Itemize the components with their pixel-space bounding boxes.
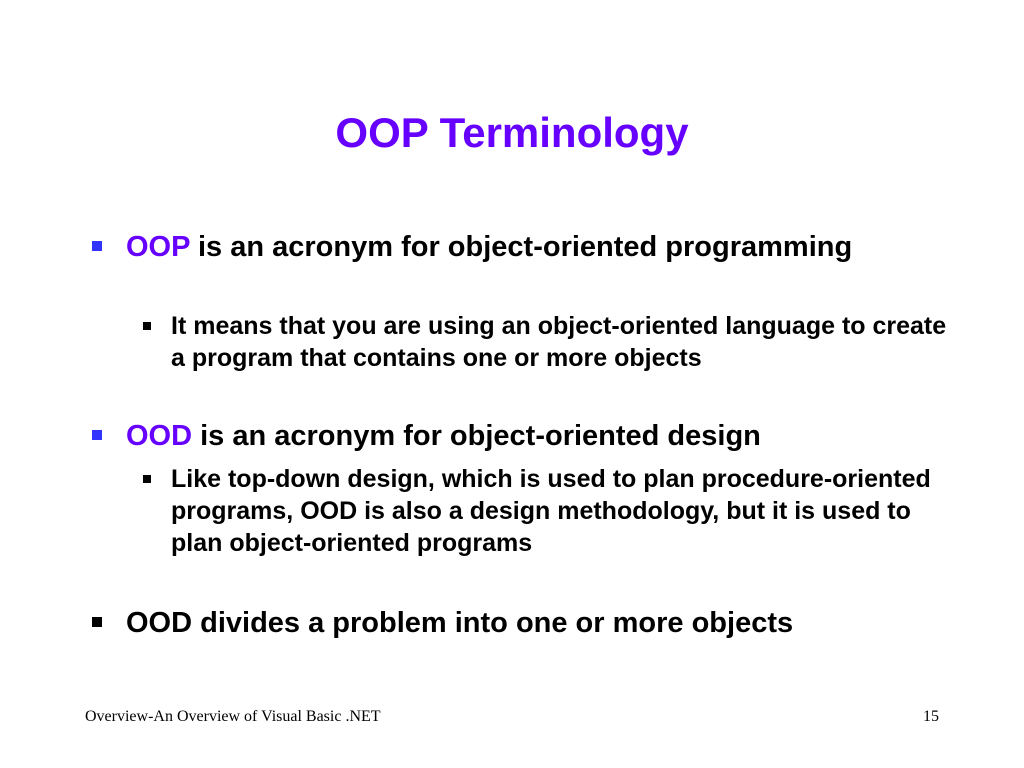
footer-course-title: Overview-An Overview of Visual Basic .NET xyxy=(85,708,381,725)
sub-bullet-text: Like top-down design, which is used to plan procedure-oriented programs, OOD is also a design methodology, but it is used to plan object-oriented programs xyxy=(171,465,931,557)
square-bullet-icon xyxy=(92,617,102,627)
bullet-accent-term: OOD xyxy=(126,420,193,452)
square-bullet-icon xyxy=(92,430,102,440)
sub-bullet-text: It means that you are using an object-oriented language to create a program that contains one or more objects xyxy=(171,312,947,372)
square-bullet-icon xyxy=(92,241,102,251)
sub-bullet-item-ood-methodology xyxy=(171,463,951,559)
square-bullet-icon xyxy=(143,322,151,330)
slide-title: OOP Terminology xyxy=(335,109,689,156)
footer-page-number: 15 xyxy=(923,708,939,725)
bullet-item-ood-divides xyxy=(126,606,946,640)
bullet-accent-term: OOP xyxy=(126,231,190,263)
sub-bullet-item-oop-meaning xyxy=(171,310,951,374)
bullet-text: is an acronym for object-oriented programming xyxy=(189,231,853,263)
bullet-item-ood xyxy=(126,419,946,453)
bullet-item-oop xyxy=(126,230,946,264)
square-bullet-icon xyxy=(143,475,151,483)
bullet-text: is an acronym for object-oriented design xyxy=(192,420,761,452)
bullet-text: OOD divides a problem into one or more objects xyxy=(126,607,794,639)
